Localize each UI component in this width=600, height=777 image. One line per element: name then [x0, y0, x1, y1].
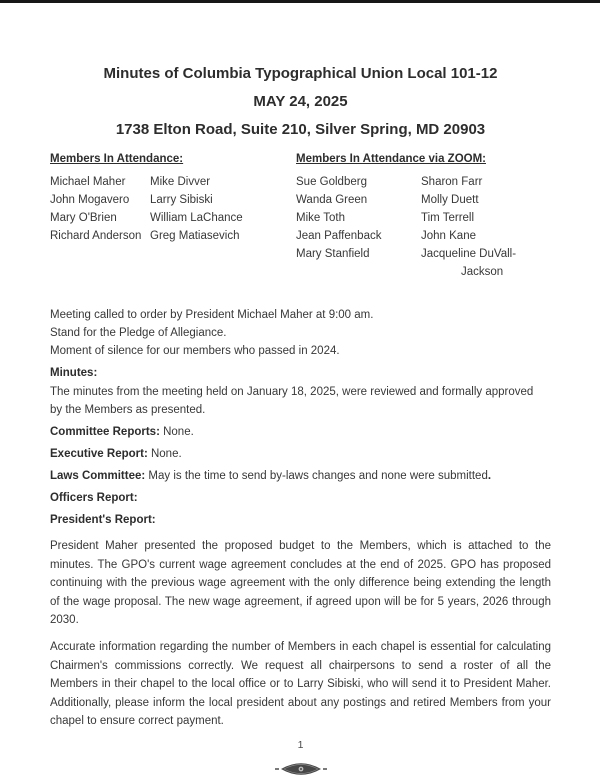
opening-line: Moment of silence for our members who passed in 2024. — [50, 345, 340, 357]
minutes-heading: Minutes: — [50, 367, 98, 379]
member-name: Richard Anderson — [50, 230, 142, 242]
attendance-via-zoom-col1 — [296, 173, 421, 281]
member-name-wrapped: Jackson — [461, 266, 504, 278]
laws-committee-period: . — [487, 470, 492, 482]
member-name: Larry Sibiski — [150, 194, 213, 206]
member-name: William LaChance — [150, 212, 243, 224]
union-bug-ornament — [50, 761, 551, 777]
opening-lines — [50, 306, 551, 360]
executive-report-label: Executive Report: — [50, 448, 148, 460]
attendance-in-person-col1 — [50, 173, 150, 245]
member-name: John Mogavero — [50, 194, 130, 206]
minutes-approval-text: The minutes from the meeting held on January 18, 2025, were reviewed and formally approved by the Members as presented. — [50, 386, 534, 416]
opening-line: Meeting called to order by President Michael Maher at 9:00 am. — [50, 309, 374, 321]
member-name: Mary O'Brien — [50, 212, 117, 224]
committee-reports-label: Committee Reports: — [50, 426, 160, 438]
attendance-via-zoom — [296, 151, 551, 281]
attendance-in-person-col2 — [150, 173, 243, 245]
union-bug-icon — [275, 761, 327, 777]
opening-line: Stand for the Pledge of Allegiance. — [50, 327, 227, 339]
minutes-body — [50, 306, 551, 731]
member-name: Tim Terrell — [421, 212, 475, 224]
attendance-via-zoom-col2 — [421, 173, 516, 281]
committee-reports-line — [50, 423, 551, 441]
member-name: Wanda Green — [296, 194, 368, 206]
presidents-report-paragraph-2: Accurate information regarding the number of Members in each chapel is essential for calculating Chairmen's commissions correctly. We request all chairpersons to send a roster of all the Members in their chapel to the local office or to Larry Sibiski, who will send it to President Maher. Additionally, please inform the local president about any postings and retired Members from your chapel to ensure correct payment. — [50, 640, 551, 728]
attendance-in-person-header: Members In Attendance: — [50, 153, 184, 165]
member-name: John Kane — [421, 230, 476, 242]
page-number: 1 — [297, 738, 304, 751]
page-footer — [50, 738, 551, 777]
scan-edge-artifact — [0, 0, 600, 3]
document-address: 1738 Elton Road, Suite 210, Silver Spring, MD 20903 — [115, 121, 486, 138]
laws-committee-text: May is the time to send by-laws changes and none were submitted — [145, 470, 488, 482]
laws-committee-label: Laws Committee: — [50, 470, 146, 482]
member-name: Sue Goldberg — [296, 176, 367, 188]
member-name: Mike Toth — [296, 212, 346, 224]
member-name: Mike Divver — [150, 176, 211, 188]
presidents-report-paragraph-1: President Maher presented the proposed budget to the Members, which is attached to the minutes. The GPO's current wage agreement concludes at the end of 2025. GPO has proposed continuing with the previous wage agreement with the only difference being extending the length of the wage proposal. The new wage agreement, if agreed upon will be for 5 years, 2026 through 2030. — [50, 540, 551, 627]
officers-report-heading: Officers Report: — [50, 492, 138, 504]
member-name: Michael Maher — [50, 176, 126, 188]
member-name: Greg Matiasevich — [150, 230, 240, 242]
attendance-section — [50, 151, 551, 281]
document-title: Minutes of Columbia Typographical Union Local 101-12 — [103, 65, 498, 82]
executive-report-text: None. — [147, 448, 182, 460]
member-name: Molly Duett — [421, 194, 479, 206]
committee-reports-text: None. — [159, 426, 194, 438]
attendance-in-person — [50, 151, 296, 281]
attendance-via-zoom-header: Members In Attendance via ZOOM: — [296, 153, 486, 165]
laws-committee-line — [50, 467, 551, 485]
member-name: Sharon Farr — [421, 176, 483, 188]
member-name: Mary Stanfield — [296, 248, 370, 260]
document-date: MAY 24, 2025 — [253, 93, 348, 110]
executive-report-line — [50, 445, 551, 463]
member-name: Jacqueline DuVall- — [421, 248, 517, 260]
member-name: Jean Paffenback — [296, 230, 382, 242]
presidents-report-heading: President's Report: — [50, 514, 156, 526]
